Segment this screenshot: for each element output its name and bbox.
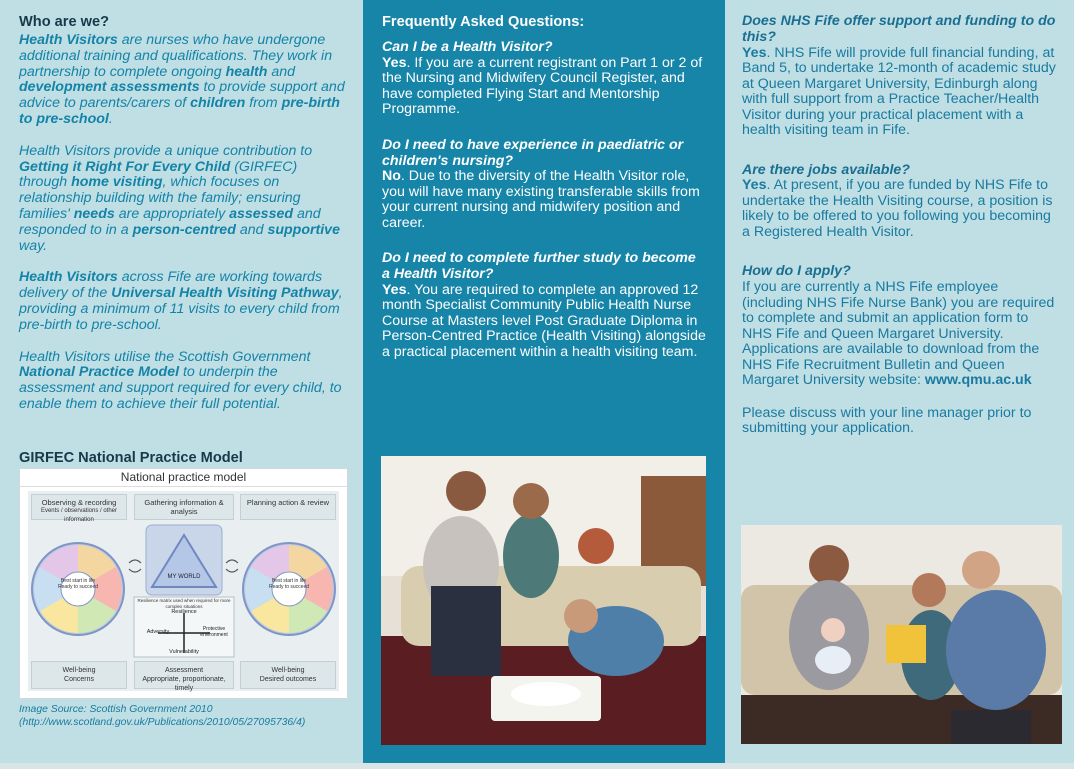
footer-concerns bbox=[31, 661, 127, 689]
faq-item-funding bbox=[742, 14, 1062, 139]
gathering-box bbox=[134, 494, 234, 520]
observing-sub: Events / observations / other information bbox=[40, 508, 118, 523]
planning-label: Planning action & review bbox=[246, 498, 330, 507]
footer-assessment bbox=[134, 661, 234, 692]
footer-mid-sub: Appropriate, proportionate, timely bbox=[142, 676, 226, 692]
faq-question: Are there jobs available? bbox=[742, 161, 910, 178]
footer-outcomes bbox=[240, 661, 336, 689]
intro-paragraph-3: Health Visitors across Fife are working towards delivery of the Universal Health Visiting Pathway, providing a minimum of 11 visits to every child from pre-birth to pre-school. bbox=[19, 269, 343, 333]
faq-question: Can I be a Health Visitor? bbox=[382, 39, 553, 55]
bottom-strip bbox=[0, 763, 1074, 769]
diagram-heading: GIRFEC National Practice Model bbox=[19, 450, 243, 466]
faq-item-2 bbox=[382, 138, 707, 232]
faq-answer: Yes. At present, if you are funded by NHS Fife to undertake the Health Visiting course, a position is likely to be offered to you following you becoming a Registered Health Visitor. bbox=[742, 177, 1053, 240]
my-world-label: MY WORLD bbox=[167, 574, 201, 580]
faq-item-1 bbox=[382, 40, 707, 118]
resilience-note: Resilience matrix used when required for more complex situations bbox=[137, 598, 231, 609]
intro-paragraph-1: Health Visitors are nurses who have undergone additional training and qualifications. They work in partnership to complete ongoing health and development assessments to provide support and advice to parents/carers of children from pre-birth to pre-school. bbox=[19, 32, 345, 127]
my-world-triangle bbox=[146, 525, 222, 595]
discuss-note: Please discuss with your line manager prior to submitting your application. bbox=[742, 404, 1032, 437]
faq-answer: Yes. You are required to complete an approved 12 month Specialist Community Public Health Nurse Course at Masters level Post Graduate Diploma in Person-Centred Practice (Health Visiting) alongside a practical placement within a health visiting team. bbox=[382, 281, 706, 360]
footer-right-label: Well-being bbox=[271, 667, 305, 674]
image-source-caption bbox=[19, 703, 349, 729]
footer-mid-label: Assessment bbox=[164, 667, 204, 674]
faq-item-apply bbox=[742, 264, 1062, 388]
who-are-we-heading: Who are we? bbox=[19, 14, 110, 30]
faq-question: Does NHS Fife offer support and funding to do this? bbox=[742, 13, 1056, 45]
observing-box bbox=[31, 494, 127, 523]
national-practice-model-diagram bbox=[19, 468, 348, 699]
caption-line-2: (http://www.scotland.gov.uk/Publications/2010/05/27095736/4) bbox=[19, 717, 306, 728]
intro-paragraph-2: Health Visitors provide a unique contribution to Getting it Right For Every Child (GIRFEC) through home visiting, which focuses on relationship building with the family; ensuring families' needs are appropriately assessed and responded to in a person-centred and supportive way. bbox=[19, 142, 340, 254]
faq-answer: No. Due to the diversity of the Health Visitor role, you will have many existing transferable skills from your current nursing and midwifery position and career. bbox=[382, 168, 700, 231]
faq-item-3 bbox=[382, 251, 707, 360]
faq-question: Do I need to complete further study to become a Health Visitor? bbox=[382, 250, 696, 283]
diagram-title: National practice model bbox=[20, 469, 347, 487]
family-photo-2 bbox=[741, 525, 1062, 744]
right-wheel-center-label: Best start in life Ready to succeed bbox=[268, 578, 310, 590]
faq-answer: Yes. If you are a current registrant on Part 1 or 2 of the Nursing and Midwifery Council Register, and have completed Flying Start and Mentorship Programme. bbox=[382, 54, 703, 118]
faq-answer: Yes. NHS Fife will provide full financial funding, at Band 5, to undertake 12-month of academic study at Queen Margaret University, Edinburgh along with full support from a Practice Teacher/Health Visitor during your practical placement with a health visiting team in Fife. bbox=[742, 44, 1056, 139]
vulnerability-label: Vulnerability bbox=[169, 649, 199, 655]
intro-paragraph-4: Health Visitors utilise the Scottish Government National Practice Model to underpin the assessment and support required for every child, to enable them to achieve their full potential. bbox=[19, 348, 342, 412]
protective-label: Protective environment bbox=[200, 626, 228, 638]
footer-right-sub: Desired outcomes bbox=[259, 676, 317, 683]
footer-left-label: Well-being bbox=[62, 667, 96, 674]
footer-left-sub: Concerns bbox=[64, 676, 94, 683]
resilience-label: Resilience bbox=[171, 609, 197, 615]
qmu-link[interactable]: www.qmu.ac.uk bbox=[924, 372, 1032, 389]
diagram-body bbox=[28, 491, 339, 691]
caption-line-1: Image Source: Scottish Government 2010 bbox=[19, 704, 213, 715]
faq-question: Do I need to have experience in paediatric or children's nursing? bbox=[382, 136, 684, 169]
left-wheel-center-label: Best start in life Ready to succeed bbox=[57, 578, 99, 590]
faq-item-jobs bbox=[742, 163, 1062, 241]
apply-answer: If you are currently a NHS Fife employee (including NHS Fife Nurse Bank) you are required to complete and submit an application form to NHS Fife and Queen Margaret University. Applications are available to download from the NHS Fife Recruitment Bulletin and Queen Margaret University website: www.qmu.ac.uk bbox=[742, 279, 1055, 389]
diagram-graphics bbox=[28, 521, 339, 661]
faq-heading: Frequently Asked Questions: bbox=[382, 14, 585, 30]
apply-question: How do I apply? bbox=[742, 263, 851, 280]
gathering-label: Gathering information & analysis bbox=[144, 498, 224, 516]
observing-label: Observing & recording bbox=[41, 498, 117, 507]
adversity-label: Adversity bbox=[146, 629, 170, 635]
family-photo-1 bbox=[381, 456, 706, 745]
planning-box bbox=[240, 494, 336, 520]
